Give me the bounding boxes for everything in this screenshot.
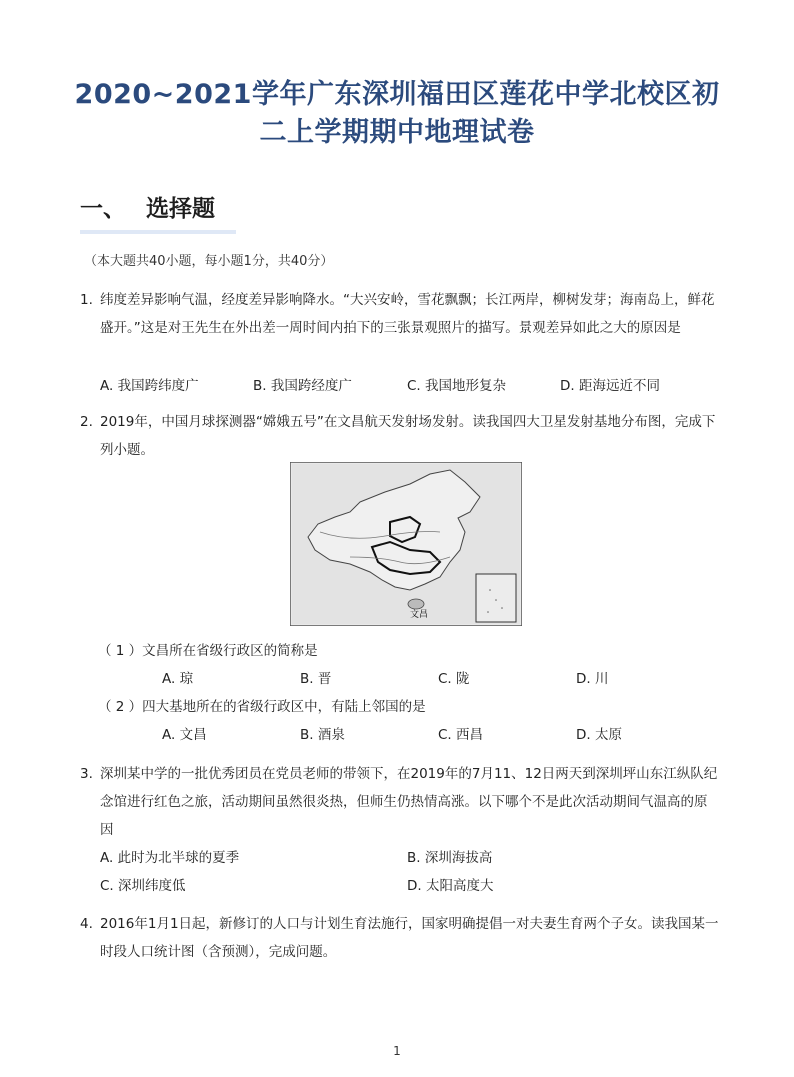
- option-a: A. 我国跨纬度广: [100, 378, 199, 394]
- title-line-2: 二上学期期中地理试卷: [259, 117, 535, 148]
- question-text: 深圳某中学的一批优秀团员在党员老师的带领下，在2019年的7月11、12日两天到深圳坪山东江纵队纪念馆进行红色之旅，活动期间虽然很炎热，但师生仍热情高涨。以下哪个不是此次活动期间气温高的原因: [100, 766, 718, 838]
- option-d: D. 川: [576, 671, 609, 687]
- section-title: 选择题: [146, 196, 215, 222]
- question-2: [80, 408, 720, 464]
- question-number: 1.: [80, 292, 93, 308]
- question-text: 2016年1月1日起，新修订的人口与计划生育法施行，国家明确提倡一对夫妻生育两个子女。读我国某一时段人口统计图（含预测），完成问题。: [100, 916, 719, 960]
- option-a: A. 文昌: [162, 727, 207, 743]
- question-number: 3.: [80, 766, 93, 782]
- question-text: 纬度差异影响气温，经度差异影响降水。“大兴安岭，雪花飘飘；长江两岸，柳树发芽；海南岛上，鲜花盛开。”这是对王先生在外出差一周时间内拍下的三张景观照片的描写。景观差异如此之大的原因是: [100, 292, 715, 336]
- sub-question-label: （ 1 ）文昌所在省级行政区的简称是: [98, 643, 318, 659]
- page-number: 1: [393, 1044, 401, 1058]
- option-c: C. 深圳纬度低: [100, 878, 186, 894]
- china-map-image: [290, 462, 522, 626]
- map-label-wenchang: 文昌: [410, 610, 429, 620]
- question-text: 2019年，中国月球探测器“嫦娥五号”在文昌航天发射场发射。读我国四大卫星发射基地分布图，完成下列小题。: [100, 414, 716, 458]
- option-c: C. 我国地形复杂: [407, 378, 507, 394]
- option-a: A. 琼: [162, 671, 194, 687]
- section-number: 一、: [80, 196, 126, 222]
- question-number: 4.: [80, 916, 93, 932]
- document-title: [0, 76, 794, 152]
- title-line-1: 2020~2021学年广东深圳福田区莲花中学北校区初: [74, 79, 720, 110]
- question-4: [80, 910, 720, 966]
- question-1: [80, 286, 720, 342]
- option-d: D. 太原: [576, 727, 622, 743]
- section-underline: [80, 230, 236, 234]
- option-d: D. 太阳高度大: [407, 878, 494, 894]
- question-number: 2.: [80, 414, 93, 430]
- section-heading: [80, 190, 215, 223]
- option-c: C. 陇: [438, 671, 470, 687]
- question-2-sub-2: [98, 695, 426, 715]
- option-a: A. 此时为北半球的夏季: [100, 850, 240, 866]
- option-b: B. 深圳海拔高: [407, 850, 493, 866]
- question-3: [80, 760, 720, 844]
- option-c: C. 西昌: [438, 727, 484, 743]
- sub-question-label: （ 2 ）四大基地所在的省级行政区中，有陆上邻国的是: [98, 699, 426, 715]
- section-note: （本大题共40小题，每小题1分，共40分）: [84, 254, 334, 269]
- option-b: B. 晋: [300, 671, 332, 687]
- option-b: B. 我国跨经度广: [253, 378, 352, 394]
- option-b: B. 酒泉: [300, 727, 345, 743]
- option-d: D. 距海远近不同: [560, 378, 660, 394]
- question-2-sub-1: [98, 639, 318, 659]
